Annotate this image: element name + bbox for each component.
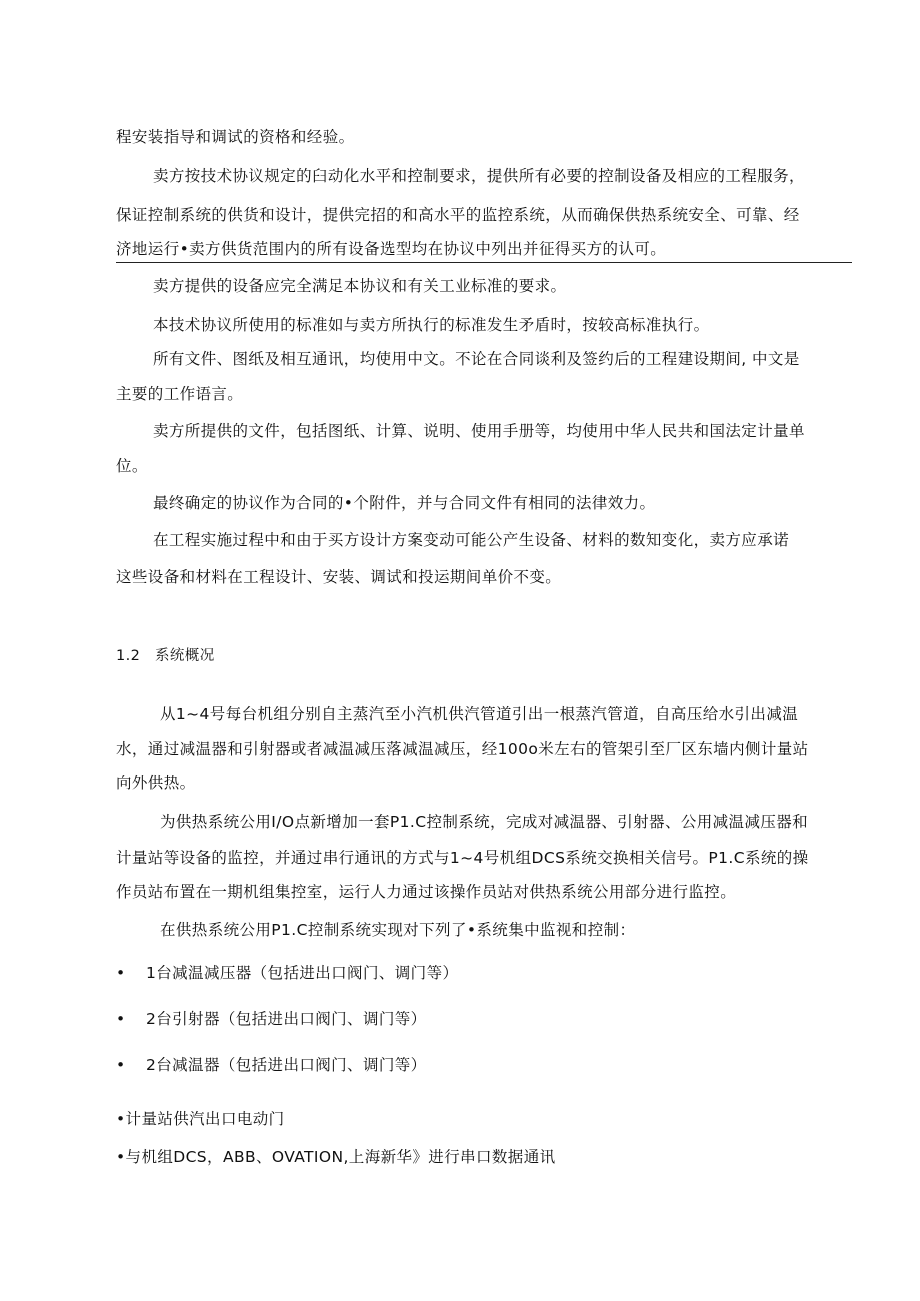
text-line: •与机组DCS，ABB、OVATION,上海新华》进行串口数据通讯 (116, 1148, 556, 1166)
text-line: 最终确定的协议作为合同的•个附件，并与合同文件有相同的法律效力。 (153, 494, 656, 512)
list-item: 2台减温器（包括进出口阀门、调门等） (146, 1056, 427, 1074)
section-title: 系统概况 (155, 648, 215, 664)
text-line: 水，通过减温器和引射器或者减温减压落减温减压，经100o米左右的管架引至厂区东墙内侧计量站 (116, 740, 809, 758)
text-line: 作员站布置在一期机组集控室，运行人力通过该操作员站对供热系统公用部分进行监控。 (116, 883, 737, 901)
text-line: 计量站等设备的监控，并通过串行通讯的方式与1~4号机组DCS系统交换相关信号。P1.C系统的操 (116, 849, 809, 867)
text-line: 保证控制系统的供货和设计，提供完招的和高水平的监控系统，从而确保供热系统安全、可靠、经 (116, 206, 800, 224)
bullet-icon: • (116, 1010, 126, 1028)
text-line: •计量站供汽出口电动门 (116, 1110, 285, 1128)
text-line: 向外供热。 (116, 774, 196, 792)
bullet-icon: • (116, 1056, 126, 1074)
text-line: 为供热系统公用I/O点新增加一套P1.C控制系统，完成对减温器、引射器、公用减温减压器和 (160, 813, 809, 831)
bullet-icon: • (116, 964, 126, 982)
text-line: 卖方所提供的文件，包括图纸、计算、说明、使用手册等，均使用中华人民共和国法定计量单 (153, 422, 805, 440)
text-line: 本技术协议所使用的标准如与卖方所执行的标准发生矛盾时，按较高标准执行。 (153, 316, 710, 334)
text-line: 主要的工作语言。 (116, 385, 244, 403)
text-line: 卖方按技术协议规定的臼动化水平和控制要求，提供所有必要的控制设备及相应的工程服务， (153, 167, 805, 185)
text-line: 程安装指导和调试的资格和经验。 (116, 128, 355, 146)
text-line: 从1~4号每台机组分别自主蒸汽至小汽机供汽管道引出一根蒸汽管道，自高压给水引出减温 (160, 705, 799, 723)
text-line: 在工程实施过程中和由于买方设计方案变动可能公产生设备、材料的数知变化，卖方应承诺 (153, 531, 790, 549)
list-item: 1台减温减压器（包括进出口阀门、调门等） (146, 964, 459, 982)
horizontal-rule (116, 262, 852, 263)
text-line: 卖方提供的设备应完全满足本协议和有关工业标准的要求。 (153, 277, 567, 295)
text-line: 这些设备和材料在工程设计、安装、调试和投运期间单价不变。 (116, 568, 562, 586)
text-line: 所有文件、图纸及相互通讯，均使用中文。不论在合同谈利及签约后的工程建设期间, 中文是 (153, 350, 800, 368)
section-number: 1.2 (116, 648, 141, 664)
list-item: 2台引射器（包括进出口阀门、调门等） (146, 1010, 427, 1028)
text-line: 位。 (116, 457, 148, 475)
text-line: 在供热系统公用P1.C控制系统实现对下列了•系统集中监视和控制： (160, 921, 636, 939)
text-line: 济地运行•卖方供货范围内的所有设备选型均在协议中列出并征得买方的认可。 (116, 240, 667, 258)
